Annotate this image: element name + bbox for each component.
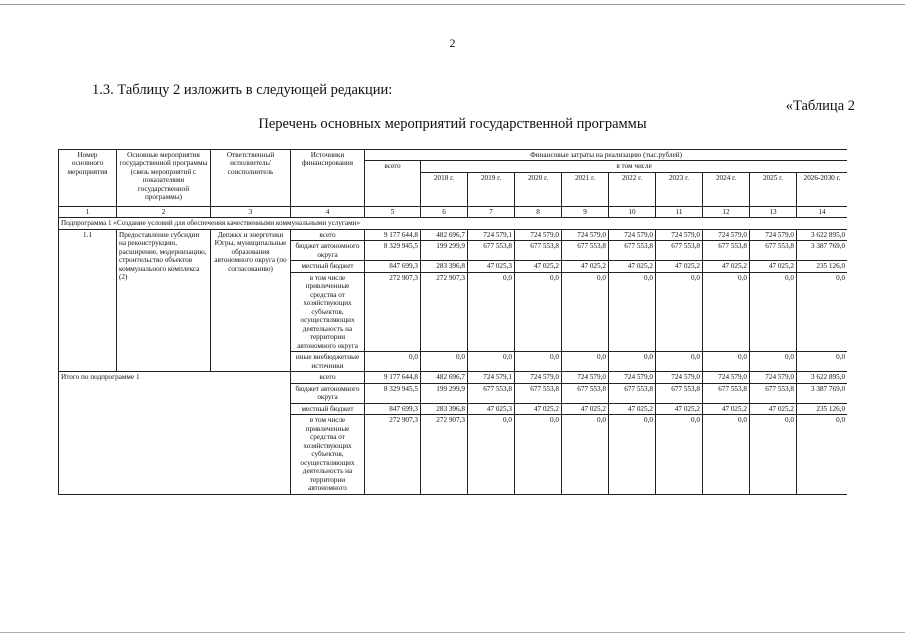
value-cell: 724 579,0 — [562, 372, 609, 383]
value-cell: 3 387 769,0 — [797, 383, 848, 403]
value-cell: 677 553,8 — [656, 241, 703, 261]
page-number: 2 — [449, 36, 456, 50]
value-cell: 0,0 — [515, 272, 562, 351]
value-cell: 482 696,7 — [421, 372, 468, 383]
value-cell: 47 025,2 — [703, 261, 750, 272]
value-cell: 47 025,2 — [750, 261, 797, 272]
value-cell: 724 579,0 — [515, 229, 562, 240]
value-cell: 0,0 — [609, 352, 656, 372]
value-cell: 724 579,0 — [609, 229, 656, 240]
value-cell: 0,0 — [703, 272, 750, 351]
header-including: в том числе — [421, 161, 848, 172]
value-cell: 8 329 945,5 — [365, 241, 421, 261]
value-cell: 272 907,3 — [365, 272, 421, 351]
section-heading: 1.3. Таблицу 2 изложить в следующей редакции: — [92, 82, 393, 98]
value-cell: 47 025,2 — [656, 403, 703, 414]
header-year: 2021 г. — [562, 172, 609, 206]
value-cell: 0,0 — [562, 352, 609, 372]
value-cell: 724 579,0 — [703, 229, 750, 240]
subprogram-row — [59, 218, 848, 229]
header-year: 2026-2030 г. — [797, 172, 848, 206]
value-cell: 724 579,0 — [750, 372, 797, 383]
value-cell: 272 907,3 — [365, 415, 421, 494]
value-cell: 0,0 — [562, 272, 609, 351]
header-year: 2023 г. — [656, 172, 703, 206]
header-year: 2019 г. — [468, 172, 515, 206]
table-container — [58, 149, 847, 640]
value-cell: 724 579,1 — [468, 229, 515, 240]
value-cell: 677 553,8 — [609, 241, 656, 261]
value-cell: 677 553,8 — [703, 383, 750, 403]
value-cell: 677 553,8 — [750, 241, 797, 261]
value-cell: 677 553,8 — [750, 383, 797, 403]
value-cell: 0,0 — [797, 272, 848, 351]
value-cell: 677 553,8 — [515, 241, 562, 261]
header-year: 2022 г. — [609, 172, 656, 206]
index-cell: 5 — [365, 206, 421, 217]
table-row — [59, 229, 848, 240]
value-cell: 0,0 — [515, 352, 562, 372]
value-cell: 0,0 — [609, 415, 656, 494]
scan-edge-top — [0, 4, 905, 5]
value-cell: 0,0 — [468, 415, 515, 494]
value-cell: 9 177 644,8 — [365, 229, 421, 240]
value-cell: 0,0 — [562, 415, 609, 494]
header-year: 2025 г. — [750, 172, 797, 206]
source-cell: местный бюджет — [291, 403, 365, 414]
scan-edge-bottom — [0, 632, 905, 633]
value-cell: 677 553,8 — [609, 383, 656, 403]
index-cell: 3 — [211, 206, 291, 217]
value-cell: 47 025,2 — [515, 403, 562, 414]
value-cell: 677 553,8 — [703, 241, 750, 261]
value-cell: 0,0 — [703, 415, 750, 494]
value-cell: 724 579,0 — [656, 372, 703, 383]
value-cell: 47 025,3 — [468, 261, 515, 272]
value-cell: 47 025,2 — [609, 261, 656, 272]
index-cell: 1 — [59, 206, 117, 217]
value-cell: 0,0 — [750, 272, 797, 351]
value-cell: 677 553,8 — [468, 241, 515, 261]
value-cell: 47 025,2 — [515, 261, 562, 272]
value-cell: 3 622 895,0 — [797, 372, 848, 383]
value-cell: 724 579,0 — [656, 229, 703, 240]
value-cell: 0,0 — [656, 415, 703, 494]
value-cell: 272 907,3 — [421, 272, 468, 351]
value-cell: 199 299,9 — [421, 241, 468, 261]
source-cell: иные внебюджетные источники — [291, 352, 365, 372]
table-title: Перечень основных мероприятий государственной программы — [258, 116, 647, 132]
value-cell: 47 025,2 — [703, 403, 750, 414]
value-cell: 847 699,3 — [365, 261, 421, 272]
index-cell: 2 — [117, 206, 211, 217]
header-year: 2020 г. — [515, 172, 562, 206]
index-cell: 6 — [421, 206, 468, 217]
subprogram-title: Подпрограмма 1 «Создание условий для обеспечения качественными коммунальными услугами» — [59, 218, 848, 229]
source-cell: в том числе привлеченные средства от хозяйствующих субъектов, осуществляющих деятельность на территории автономного — [291, 415, 365, 494]
value-cell: 724 579,0 — [703, 372, 750, 383]
header-year: 2018 г. — [421, 172, 468, 206]
value-cell: 47 025,2 — [750, 403, 797, 414]
value-cell: 724 579,1 — [468, 372, 515, 383]
value-cell: 0,0 — [797, 415, 848, 494]
value-cell: 3 387 769,0 — [797, 241, 848, 261]
value-cell: 235 126,0 — [797, 261, 848, 272]
index-cell: 4 — [291, 206, 365, 217]
header-row — [59, 150, 848, 161]
table-caption: «Таблица 2 — [785, 98, 855, 114]
source-cell: в том числе привлеченные средства от хозяйствующих субъектов, осуществляющих деятельность на территории автономного округа — [291, 272, 365, 351]
value-cell: 0,0 — [703, 352, 750, 372]
table-row — [59, 372, 848, 383]
index-cell: 11 — [656, 206, 703, 217]
header-financing: Финансовые затраты на реализацию (тыс.рублей) — [365, 150, 848, 161]
header-sources: Источники финансирования — [291, 150, 365, 207]
value-cell: 0,0 — [468, 352, 515, 372]
value-cell: 283 396,8 — [421, 403, 468, 414]
value-cell: 47 025,3 — [468, 403, 515, 414]
value-cell: 8 329 945,5 — [365, 383, 421, 403]
value-cell: 0,0 — [609, 272, 656, 351]
header-year: 2024 г. — [703, 172, 750, 206]
value-cell: 677 553,8 — [468, 383, 515, 403]
measures-table — [58, 149, 847, 495]
index-cell: 10 — [609, 206, 656, 217]
index-cell: 8 — [515, 206, 562, 217]
source-cell: бюджет автономного округа — [291, 383, 365, 403]
value-cell: 847 699,3 — [365, 403, 421, 414]
value-cell: 677 553,8 — [562, 383, 609, 403]
source-cell: бюджет автономного округа — [291, 241, 365, 261]
value-cell: 199 299,9 — [421, 383, 468, 403]
header-number: Номер основного мероприятия — [59, 150, 117, 207]
header-executor: Ответственный исполнитель/ соисполнитель — [211, 150, 291, 207]
value-cell: 47 025,2 — [562, 403, 609, 414]
source-cell: всего — [291, 229, 365, 240]
value-cell: 0,0 — [365, 352, 421, 372]
value-cell: 272 907,3 — [421, 415, 468, 494]
header-measures: Основные мероприятия государственной программы (связь мероприятий с показателями государственной программы) — [117, 150, 211, 207]
value-cell: 724 579,0 — [515, 372, 562, 383]
value-cell: 47 025,2 — [609, 403, 656, 414]
value-cell: 0,0 — [468, 272, 515, 351]
index-cell: 14 — [797, 206, 848, 217]
index-cell: 7 — [468, 206, 515, 217]
measure-name: Предоставление субсидии на реконструкцию, расширение, модернизацию, строительство объектов коммунального комплекса (2) — [117, 229, 211, 371]
header-total: всего — [365, 161, 421, 206]
source-cell: всего — [291, 372, 365, 383]
value-cell: 482 696,7 — [421, 229, 468, 240]
value-cell: 677 553,8 — [562, 241, 609, 261]
value-cell: 0,0 — [750, 352, 797, 372]
index-cell: 13 — [750, 206, 797, 217]
value-cell: 47 025,2 — [562, 261, 609, 272]
value-cell: 677 553,8 — [656, 383, 703, 403]
value-cell: 677 553,8 — [515, 383, 562, 403]
value-cell: 0,0 — [421, 352, 468, 372]
value-cell: 724 579,0 — [750, 229, 797, 240]
value-cell: 724 579,0 — [562, 229, 609, 240]
index-cell: 9 — [562, 206, 609, 217]
value-cell: 235 126,0 — [797, 403, 848, 414]
value-cell: 0,0 — [515, 415, 562, 494]
value-cell: 0,0 — [750, 415, 797, 494]
value-cell: 0,0 — [656, 352, 703, 372]
value-cell: 3 622 895,0 — [797, 229, 848, 240]
total-label: Итого по подпрограмме 1 — [59, 372, 291, 494]
source-cell: местный бюджет — [291, 261, 365, 272]
value-cell: 47 025,2 — [656, 261, 703, 272]
value-cell: 724 579,0 — [609, 372, 656, 383]
index-cell: 12 — [703, 206, 750, 217]
measure-executor: Депжкх и энергетики Югры, муниципальные образования автономного округа (по согласованию) — [211, 229, 291, 371]
value-cell: 0,0 — [656, 272, 703, 351]
value-cell: 0,0 — [797, 352, 848, 372]
measure-number: 1.1 — [59, 229, 117, 371]
value-cell: 283 396,8 — [421, 261, 468, 272]
column-index-row — [59, 206, 848, 217]
value-cell: 9 177 644,8 — [365, 372, 421, 383]
